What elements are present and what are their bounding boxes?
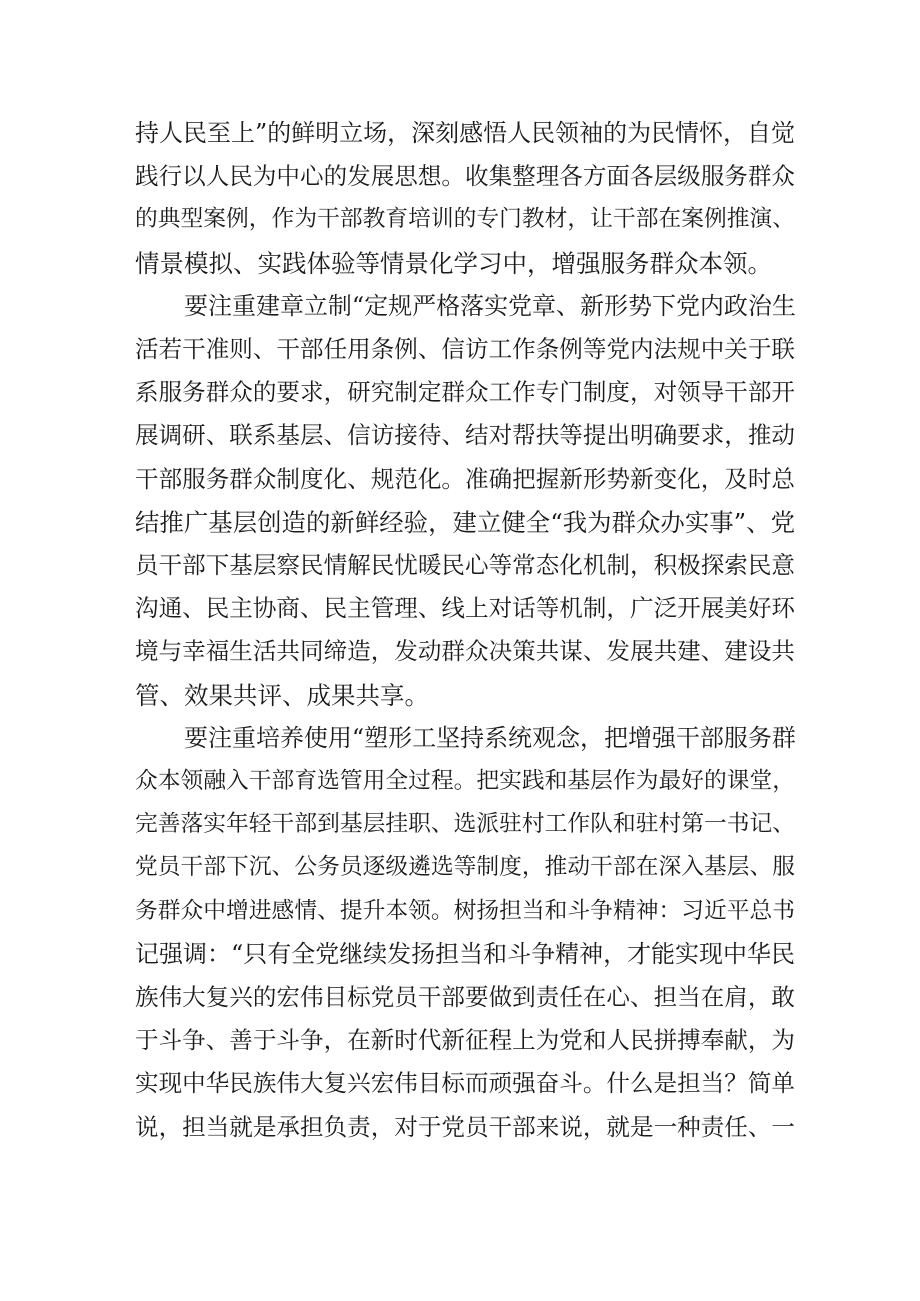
text-line: 情景模拟、实践体验等情景化学习中，增强服务群众本领。 <box>135 248 772 278</box>
text-line: 要注重建章立制“定规严格落实党章、新形势下党内政治生 <box>184 291 796 320</box>
text-line: 要注重培养使用“塑形工坚持系统观念，把增强干部服务群 <box>184 723 796 752</box>
text-line: 系服务群众的要求，研究制定群众工作专门制度，对领导干部开 <box>135 378 795 407</box>
text-line: 持人民至上”的鲜明立场，深刻感悟人民领袖的为民情怀，自觉 <box>135 119 795 147</box>
text-line: 说，担当就是承担负责，对于党员干部来说，就是一种责任、一 <box>135 1112 795 1141</box>
text-line: 践行以人民为中心的发展思想。收集整理各方面各层级服务群众 <box>135 162 795 191</box>
text-line: 实现中华民族伟大复兴宏伟目标而顽强奋斗。什么是担当？简单 <box>135 1069 795 1098</box>
text-line: 务群众中增进感情、提升本领。树扬担当和斗争精神：习近平总书 <box>135 897 795 924</box>
body-text <box>135 112 795 1149</box>
text-line: 境与幸福生活共同缔造，发动群众决策共谋、发展共建、建设共 <box>135 637 795 666</box>
text-line: 员干部下基层察民情解民忧暖民心等常态化机制，积极探索民意 <box>135 551 795 580</box>
text-line: 沟通、民主协商、民主管理、线上对话等机制，广泛开展美好环 <box>135 594 795 623</box>
text-line: 族伟大复兴的宏伟目标党员干部要做到责任在心、担当在肩，敢 <box>135 983 795 1012</box>
text-line: 管、效果共评、成果共享。 <box>135 680 429 710</box>
text-line: 干部服务群众制度化、规范化。准确把握新形势新变化，及时总 <box>135 464 795 493</box>
text-line: 记强调：“只有全党继续发扬担当和斗争精神，才能实现中华民 <box>135 939 795 968</box>
paragraph-3 <box>135 717 795 1149</box>
text-line: 展调研、联系基层、信访接待、结对帮扶等提出明确要求，推动 <box>135 421 795 450</box>
text-line: 众本领融入干部育选管用全过程。把实践和基层作为最好的课堂， <box>135 768 795 795</box>
text-line: 结推广基层创造的新鲜经验，建立健全“我为群众办实事”、党 <box>135 507 795 537</box>
text-line: 完善落实年轻干部到基层挂职、选派驻村工作队和驻村第一书记、 <box>135 811 795 838</box>
paragraph-2 <box>135 285 795 717</box>
text-line: 于斗争、善于斗争，在新时代新征程上为党和人民拼搏奉献，为 <box>135 1026 795 1055</box>
text-line: 的典型案例，作为干部教育培训的专门教材，让干部在案例推演、 <box>135 206 795 233</box>
paragraph-1 <box>135 112 795 285</box>
text-line: 党员干部下沉、公务员逐级遴选等制度，推动干部在深入基层、服 <box>135 854 795 881</box>
text-line: 活若干准则、干部任用条例、信访工作条例等党内法规中关于联 <box>135 335 795 364</box>
